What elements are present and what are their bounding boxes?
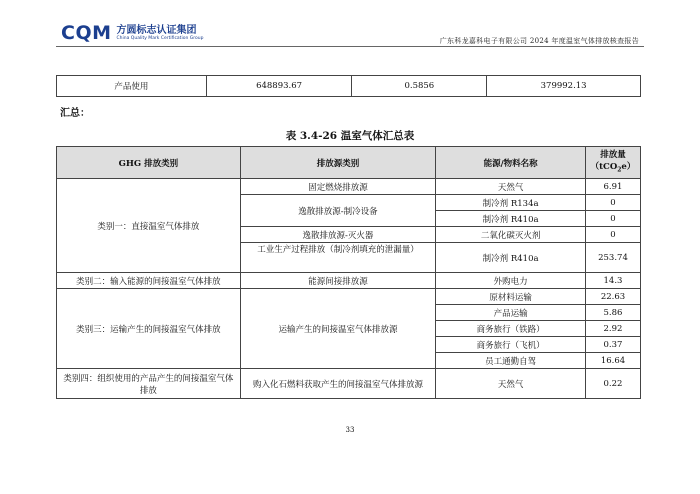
continued-table [56,75,641,97]
table-cell: 379992.13 [487,76,641,97]
material-cell: 商务旅行（铁路） [436,321,586,337]
value-cell: 16.64 [585,353,640,369]
material-cell: 天然气 [436,369,586,399]
table-header-row [57,147,641,179]
value-cell: 0 [585,195,640,211]
table-row [57,179,641,195]
table-cell: 产品使用 [57,76,207,97]
header-source: 排放源类别 [240,147,436,179]
material-cell: 外购电力 [436,273,586,289]
logo-chinese-name: 方圆标志认证集团 [116,24,197,36]
value-cell: 0 [585,211,640,227]
material-cell: 制冷剂 R410a [436,211,586,227]
material-cell: 天然气 [436,179,586,195]
table-row [57,273,641,289]
material-cell: 原材料运输 [436,289,586,305]
source-cell: 工业生产过程排放（制冷剂填充的泄漏量） [240,243,436,273]
material-cell: 二氧化碳灭火剂 [436,227,586,243]
cqm-logo [61,22,203,44]
logo-english-name: China Quality Mark Certification Group [116,35,204,41]
source-cell: 能源间接排放源 [240,273,436,289]
logo-mark: CQM [61,22,112,44]
category-cell: 类别一：直接温室气体排放 [57,179,241,273]
table-cell: 648893.67 [206,76,352,97]
material-cell: 制冷剂 R410a [436,243,586,273]
table-row [57,289,641,305]
source-cell: 逸散排放源-制冷设备 [240,195,436,227]
header-category: GHG 排放类别 [57,147,241,179]
material-cell: 员工通勤自驾 [436,353,586,369]
table-row [57,369,641,399]
category-cell: 类别三：运输产生的间接温室气体排放 [57,289,241,369]
page-number: 33 [345,426,355,434]
source-cell: 固定燃烧排放源 [240,179,436,195]
source-cell: 运输产生的间接温室气体排放源 [240,289,436,369]
table-title: 表 3.4-26 温室气体汇总表 [285,130,415,142]
value-cell: 2.92 [585,321,640,337]
material-cell: 制冷剂 R134a [436,195,586,211]
value-cell: 0.37 [585,337,640,353]
header-divider [56,46,644,47]
category-cell: 类别四：组织使用的产品产生的间接温室气体排放 [57,369,241,399]
material-cell: 产品运输 [436,305,586,321]
category-cell: 类别二：输入能源的间接温室气体排放 [57,273,241,289]
table-cell: 0.5856 [352,76,487,97]
summary-label: 汇总： [60,108,90,119]
value-cell: 14.3 [585,273,640,289]
value-cell: 253.74 [585,243,640,273]
header-quantity: 排放量 （tCO$_2$e） [585,147,640,179]
source-cell: 逸散排放源-灭火器 [240,227,436,243]
value-cell: 0 [585,227,640,243]
report-header-title: 广东科龙嘉科电子有限公司 2024 年度温室气体排放核查报告 [439,37,639,45]
table-row [57,76,641,97]
ghg-summary-table [56,146,641,399]
material-cell: 商务旅行（飞机） [436,337,586,353]
value-cell: 6.91 [585,179,640,195]
value-cell: 5.86 [585,305,640,321]
value-cell: 0.22 [585,369,640,399]
header-material: 能源/物料名称 [436,147,586,179]
source-cell: 购入化石燃料获取产生的间接温室气体排放源 [240,369,436,399]
value-cell: 22.63 [585,289,640,305]
